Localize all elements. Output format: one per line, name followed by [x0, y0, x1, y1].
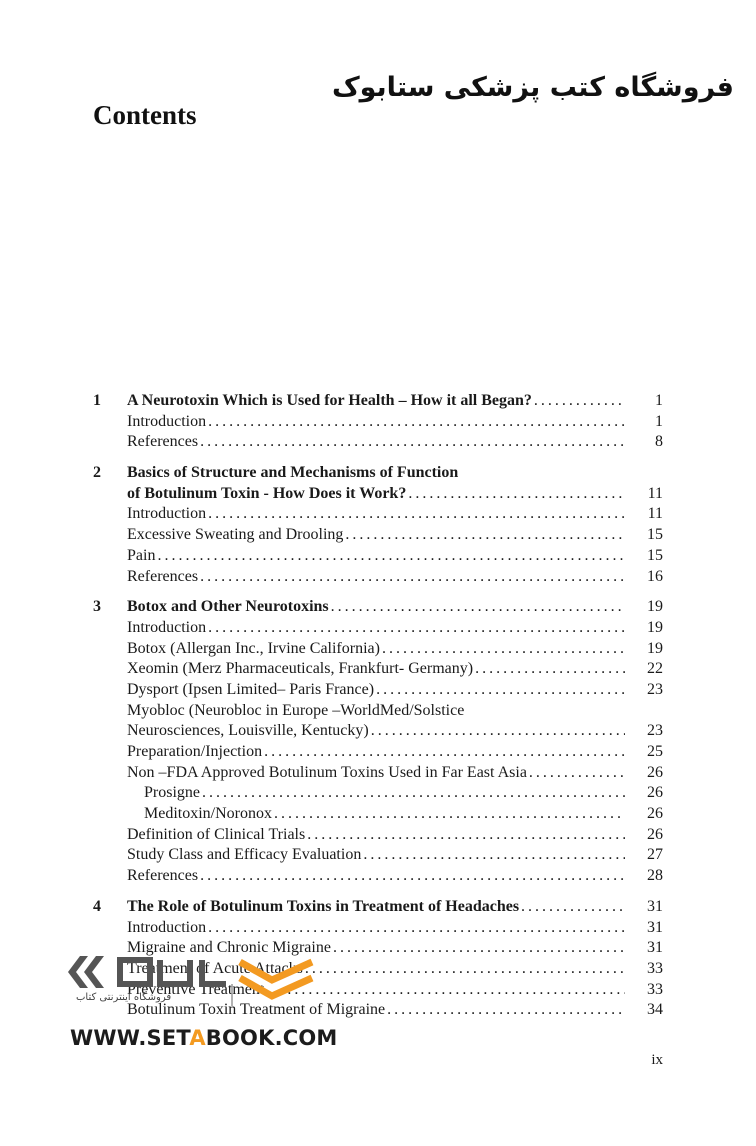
toc-entry[interactable] [93, 783, 663, 804]
entry-page: 19 [647, 618, 663, 636]
watermark-url: WWW.SETABOOK.COM [70, 1026, 338, 1050]
entry-page: 15 [647, 546, 663, 564]
leader-dots [208, 504, 625, 525]
toc-entry[interactable] [93, 567, 663, 588]
entry-title: Preparation/Injection [127, 743, 263, 760]
entry-page: 26 [647, 784, 663, 802]
entry-page: 33 [647, 959, 663, 977]
chapter-number: 4 [93, 897, 101, 915]
toc-chapter [93, 597, 663, 887]
leader-dots [200, 866, 625, 887]
entry-title: Meditoxin/Noronox [144, 805, 272, 823]
toc-entry[interactable] [93, 432, 663, 453]
leader-dots [157, 546, 625, 567]
entry-page: 26 [647, 763, 663, 781]
entry-title: Botox and Other Neurotoxins [127, 598, 329, 616]
leader-dots [521, 897, 625, 918]
entry-page: 1 [655, 392, 663, 409]
leader-dots [307, 825, 625, 846]
entry-page: 31 [647, 897, 663, 915]
chapter-number: 1 [93, 392, 101, 409]
toc-entry[interactable] [93, 618, 663, 639]
leader-dots [202, 783, 625, 804]
entry-title: The Role of Botulinum Toxins in Treatment of Headaches [127, 897, 520, 915]
toc-entry[interactable] [93, 804, 663, 825]
toc-entry[interactable] [93, 504, 663, 525]
entry-page: 34 [647, 1001, 663, 1019]
leader-dots [345, 525, 625, 546]
leader-dots [382, 639, 625, 660]
leader-dots [200, 432, 625, 453]
entry-page: 22 [647, 660, 663, 678]
entry-title: Non –FDA Approved Botulinum Toxins Used in Far East Asia [127, 763, 527, 781]
toc-entry[interactable] [93, 659, 663, 680]
entry-title: Botulinum Toxin Treatment of Migraine [127, 1001, 386, 1019]
leader-dots [264, 742, 625, 763]
toc-entry[interactable] [93, 680, 663, 701]
toc-entry[interactable] [93, 701, 663, 722]
entry-title: Introduction [127, 618, 207, 636]
leader-dots [371, 721, 625, 742]
leader-dots [408, 484, 625, 505]
entry-title: Excessive Sweating and Drooling [127, 526, 344, 544]
entry-title: Migraine and Chronic Migraine [127, 939, 331, 957]
entry-title: Prosigne [144, 784, 200, 802]
entry-page: 28 [647, 867, 663, 885]
entry-page: 31 [647, 939, 663, 957]
toc-entry[interactable] [93, 845, 663, 866]
leader-dots [333, 938, 625, 959]
entry-title: References [127, 433, 199, 451]
toc-entry[interactable] [93, 742, 663, 763]
toc-entry[interactable] [93, 412, 663, 433]
entry-page: 27 [647, 846, 663, 864]
toc-chapter [93, 463, 663, 587]
entry-page: 25 [647, 743, 663, 760]
toc-entry[interactable] [93, 639, 663, 660]
entry-page: 19 [647, 639, 663, 657]
entry-title: Dysport (Ipsen Limited– Paris France) [127, 680, 375, 698]
leader-dots [387, 1000, 625, 1021]
leader-dots [331, 597, 625, 618]
leader-dots [208, 918, 625, 939]
entry-title: Botox (Allergan Inc., Irvine California) [127, 639, 380, 657]
chapter-number: 2 [93, 464, 101, 482]
toc-entry[interactable] [93, 918, 663, 939]
leader-dots [475, 659, 625, 680]
leader-dots [200, 567, 625, 588]
leader-dots [376, 680, 625, 701]
leader-dots [534, 391, 625, 412]
entry-title: Introduction [127, 918, 207, 936]
entry-title: Basics of Structure and Mechanisms of Function [127, 464, 459, 482]
entry-title: Definition of Clinical Trials [127, 825, 306, 843]
entry-page: 1 [655, 412, 663, 430]
entry-title: Xeomin (Merz Pharmaceuticals, Frankfurt- Germany) [127, 660, 474, 678]
chapter-number: 3 [93, 598, 101, 616]
entry-page: 23 [647, 680, 663, 698]
table-of-contents [93, 391, 663, 1031]
toc-entry[interactable] [93, 597, 663, 618]
watermark-persian-text: فروشگاه اینترنتی کتاب [76, 992, 172, 1003]
contents-heading: Contents [93, 100, 197, 130]
toc-entry[interactable] [93, 391, 663, 412]
toc-entry[interactable] [93, 825, 663, 846]
toc-entry[interactable] [93, 721, 663, 742]
entry-page: 33 [647, 980, 663, 998]
entry-page: 11 [647, 484, 663, 502]
leader-dots [363, 845, 625, 866]
toc-entry[interactable] [93, 866, 663, 887]
entry-page: 15 [647, 526, 663, 544]
entry-page: 26 [647, 805, 663, 823]
entry-title: Treatment of Acute Attacks [127, 959, 303, 977]
entry-title: Pain [127, 546, 156, 564]
entry-page: 11 [647, 505, 663, 523]
leader-dots [529, 763, 625, 784]
store-banner: فروشگاه کتب پزشکی ستابوک [331, 72, 734, 103]
entry-page: 23 [647, 722, 663, 740]
entry-page: 8 [655, 433, 663, 451]
entry-title: Introduction [127, 412, 207, 430]
toc-entry[interactable] [93, 484, 663, 505]
toc-entry[interactable] [93, 546, 663, 567]
entry-title: Neurosciences, Louisville, Kentucky) [127, 722, 369, 740]
entry-page: 31 [647, 918, 663, 936]
entry-title: A Neurotoxin Which is Used for Health – How it all Began? [127, 392, 532, 409]
page-number: ix [651, 1052, 663, 1068]
entry-title: References [127, 867, 199, 885]
entry-title: References [127, 567, 199, 585]
toc-entry[interactable] [93, 897, 663, 918]
entry-title: of Botulinum Toxin - How Does it Work? [127, 484, 407, 502]
leader-dots [305, 959, 625, 980]
toc-entry[interactable] [93, 463, 663, 484]
entry-page: 26 [647, 825, 663, 843]
toc-chapter [93, 391, 663, 453]
leader-dots [208, 412, 625, 433]
leader-dots [208, 618, 625, 639]
entry-title: Introduction [127, 505, 207, 523]
toc-entry[interactable] [93, 525, 663, 546]
entry-title: Myobloc (Neurobloc in Europe –WorldMed/Solstice [127, 701, 465, 719]
leader-dots [274, 804, 625, 825]
entry-page: 16 [647, 567, 663, 585]
entry-title: Preventive Treatment [127, 980, 265, 998]
entry-page: 19 [647, 598, 663, 616]
entry-title: Study Class and Efficacy Evaluation [127, 846, 362, 864]
toc-entry[interactable] [93, 763, 663, 784]
